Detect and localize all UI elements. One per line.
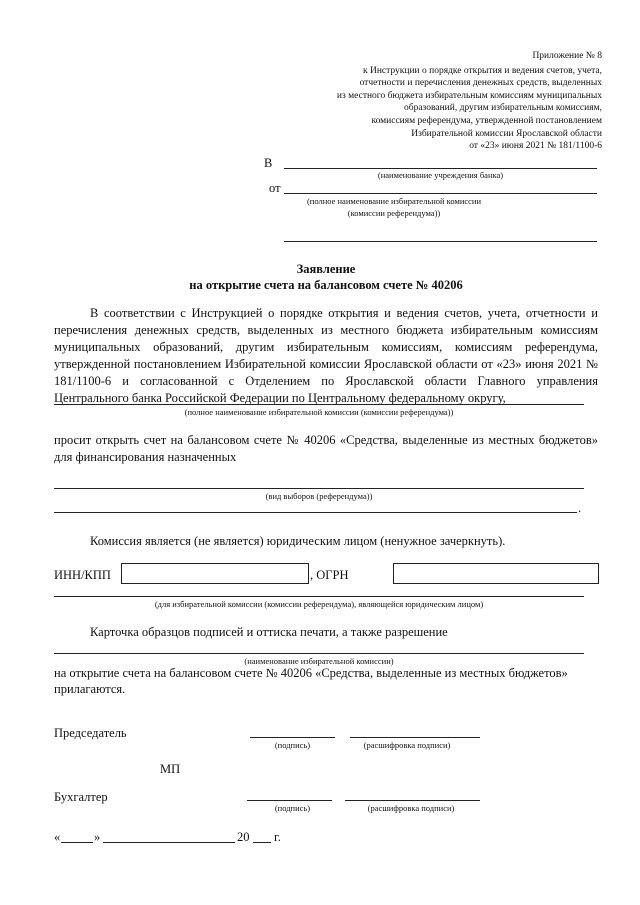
header-line: к Инструкции о порядке открытия и ведения счетов, учета,: [362, 65, 602, 76]
date-year-suffix: г.: [274, 830, 281, 844]
election-type-line[interactable]: [54, 488, 584, 489]
inn-kpp-field[interactable]: [121, 563, 309, 584]
header-line: отчетности и перечисления денежных средств, выделенных: [359, 78, 602, 89]
date-month-line[interactable]: [103, 842, 235, 843]
opening-text-1: на открытие счета на балансовом счете № 40206 «Средства, выделенные из местных бюджетов»: [54, 666, 568, 680]
ogrn-label: , ОГРН: [310, 568, 349, 582]
opening-text-2: прилагаются.: [54, 682, 126, 696]
appendix-number: Приложение № 8: [532, 51, 602, 61]
intro-paragraph: В соответствии с Инструкцией о порядке открытия и ведения счетов, учета, отчетности и перечисления денежных средств, выделенных из местного бюджета избирательным комиссиям муниципальных образований, другим избирательным комиссиям, комиссиям референдума, утвержденной постановлением Избирательной комиссии Ярославской области от «23» июня 2021 № 181/1100-6 и согласованной с Отделением по Ярославской области Главного управления Центрального банка Российской Федерации по Центральному федеральному округу,: [54, 306, 598, 406]
chairman-decode-caption: (расшифровка подписи): [363, 740, 451, 750]
from-label: от: [269, 181, 281, 195]
chairman-decode-line[interactable]: [350, 737, 480, 738]
commission-caption-2: (комиссии референдума)): [347, 208, 441, 218]
election-type-line-2[interactable]: [54, 512, 577, 513]
commission-caption-1: (полное наименование избирательной комиссии: [306, 196, 482, 206]
title-line-2: на открытие счета на балансовом счете № 40206: [189, 278, 463, 292]
to-label: В: [264, 156, 273, 170]
chairman-signature-line[interactable]: [250, 737, 335, 738]
accountant-signature-line[interactable]: [247, 800, 332, 801]
header-line: комиссиям референдума, утвержденной постановлением: [371, 115, 602, 126]
legal-info-line[interactable]: [54, 596, 584, 597]
card-text: Карточка образцов подписей и оттиска печати, а также разрешение: [90, 625, 448, 639]
accountant-decode-line[interactable]: [345, 800, 480, 801]
commission-name-line[interactable]: [284, 193, 597, 194]
legal-entity-text: Комиссия является (не является) юридическим лицом (ненужное зачеркнуть).: [90, 534, 506, 548]
legal-info-caption: (для избирательной комиссии (комиссии референдума), являющейся юридическим лицом): [154, 599, 484, 609]
date-year-line[interactable]: [253, 842, 271, 843]
document-title: [54, 261, 598, 293]
appendix-header: [337, 50, 602, 153]
request-paragraph: просит открыть счет на балансовом счете № 40206 «Средства, выделенные из местных бюджетов» для финансирования назначенных: [54, 433, 598, 465]
header-line: образований, другим избирательным комиссиям,: [404, 103, 602, 114]
commission-name-caption: (наименование избирательной комиссии): [244, 656, 394, 666]
header-line: от «23» июня 2021 № 181/1100-6: [469, 141, 602, 152]
accountant-label: Бухгалтер: [54, 790, 108, 804]
chairman-label: Председатель: [54, 726, 127, 740]
accountant-signature-caption: (подпись): [274, 803, 311, 813]
chairman-signature-caption: (подпись): [274, 740, 311, 750]
title-line-1: Заявление: [296, 262, 356, 276]
commission-name-line-3[interactable]: [54, 653, 584, 654]
accountant-decode-caption: (расшифровка подписи): [367, 803, 455, 813]
bank-name-line[interactable]: [284, 168, 597, 169]
ogrn-field[interactable]: [393, 563, 599, 584]
commission-name-line-2[interactable]: [284, 241, 597, 242]
date-year-prefix: 20: [237, 830, 250, 844]
election-type-caption: (вид выборов (референдума)): [265, 491, 373, 501]
header-line: из местного бюджета избирательным комиссиям муниципальных: [336, 90, 602, 101]
date-close-quote: »: [94, 830, 101, 844]
date-day-line[interactable]: [61, 842, 93, 843]
stamp-place: МП: [160, 762, 181, 776]
commission-full-name-caption: (полное наименование избирательной комиссии (комиссии референдума)): [184, 407, 454, 417]
commission-full-name-line[interactable]: [54, 404, 584, 405]
line-end-dot: .: [578, 501, 582, 515]
header-line: Избирательной комиссии Ярославской области: [411, 128, 602, 139]
date-open-quote: «: [54, 830, 61, 844]
bank-name-caption: (наименование учреждения банка): [377, 170, 504, 180]
inn-kpp-label: ИНН/КПП: [54, 568, 111, 582]
